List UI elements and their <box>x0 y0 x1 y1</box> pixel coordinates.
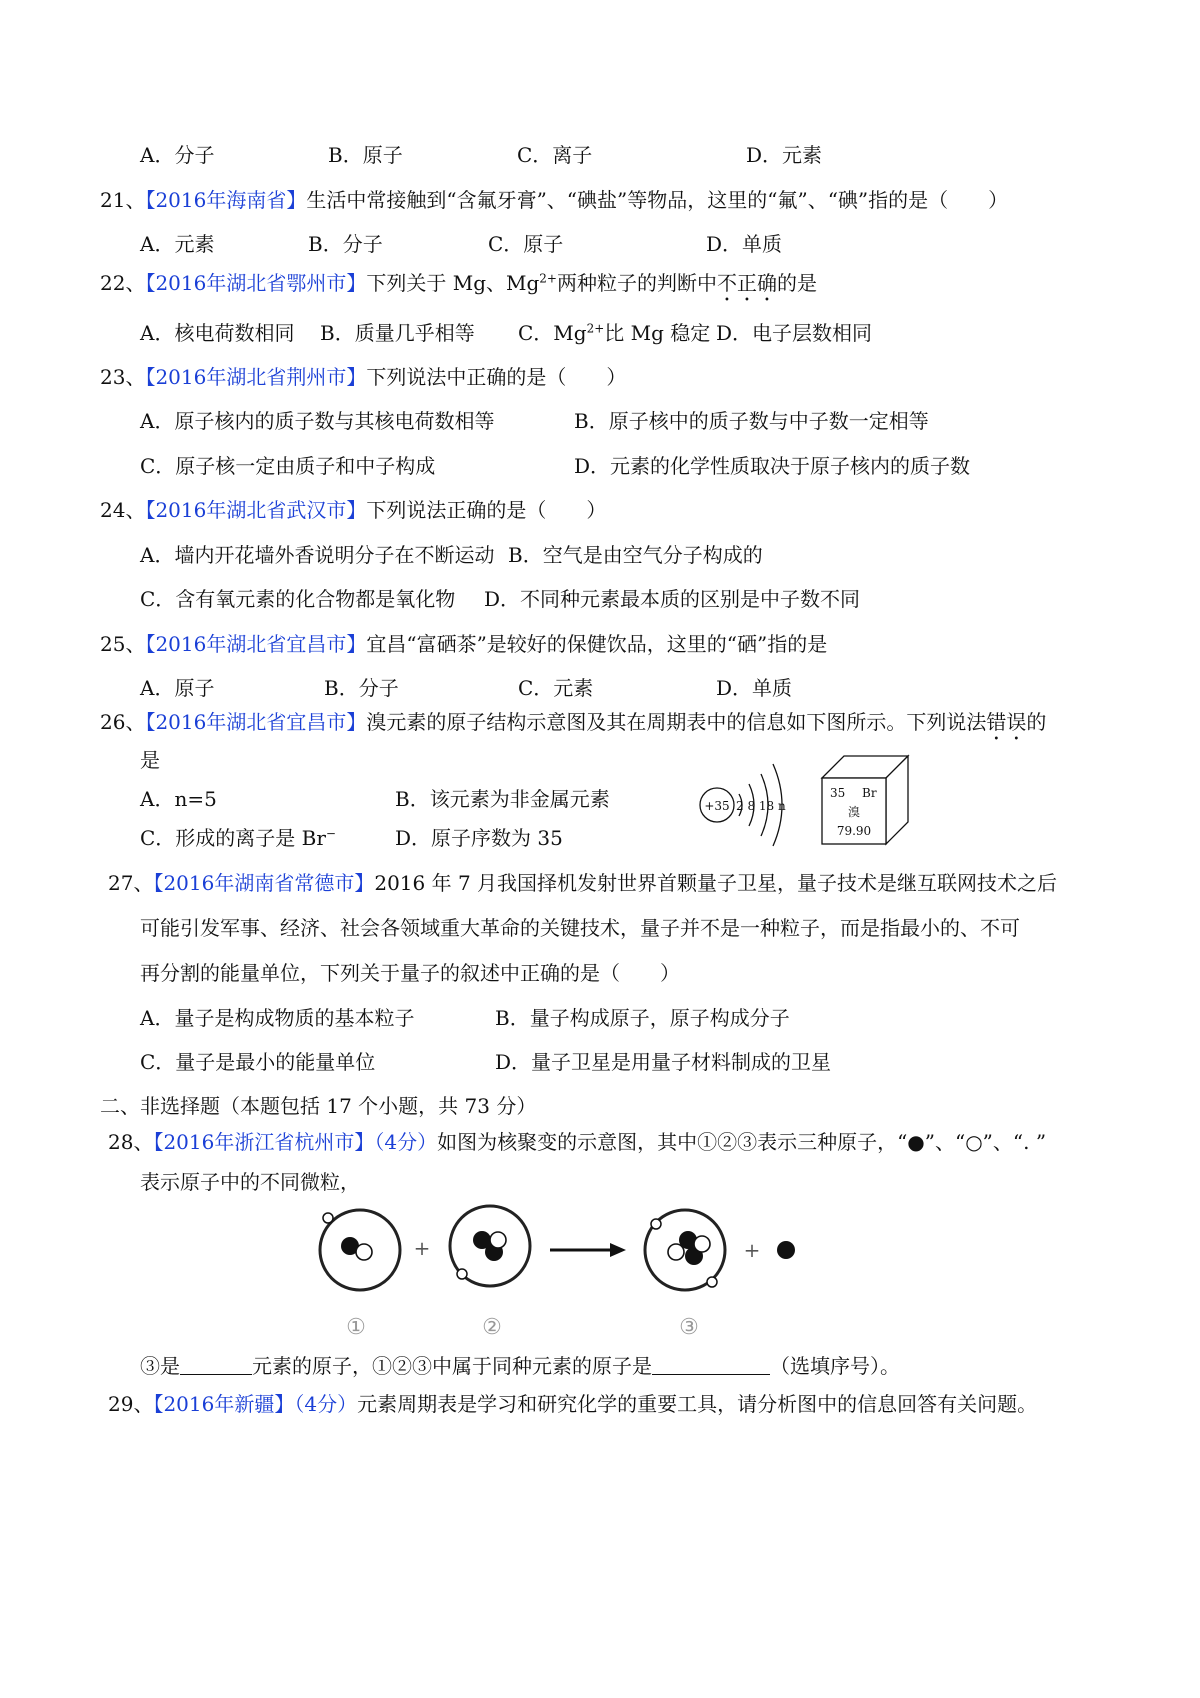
answer-suffix: （选填序号）。 <box>770 1354 900 1378</box>
question-source: 【2016年湖北省荆州市】 <box>145 365 367 389</box>
question-21 <box>100 186 1008 214</box>
question-source: 【2016年浙江省杭州市】（4分） <box>153 1130 438 1154</box>
bromine-element-card <box>818 750 918 850</box>
arrow-head <box>610 1243 626 1257</box>
superscript: 2+ <box>586 321 605 336</box>
question-stem: 下列说法正确的是（ ） <box>366 498 607 522</box>
q25-option-b: B．分子 <box>324 676 399 700</box>
q20-option-b: B．原子 <box>328 143 403 167</box>
question-source: 【2016年湖北省武汉市】 <box>145 498 367 522</box>
electron-dot <box>457 1269 467 1279</box>
question-source: 【2016年湖北省鄂州市】 <box>145 271 367 295</box>
option-c-rest: 比 Mg 稳定 <box>604 321 711 345</box>
question-stem-mid: 两种粒子的判断中 <box>556 271 717 295</box>
emphasis-text: 不正确 <box>716 271 777 295</box>
answer-blank-2[interactable] <box>652 1354 770 1375</box>
shell-electron-counts: 2 8 18 n <box>736 799 786 813</box>
question-stem: 宜昌“富硒茶”是较好的保健饮品，这里的“硒”指的是 <box>366 632 828 656</box>
q24-option-d: D．不同种元素最本质的区别是中子数不同 <box>484 587 861 611</box>
question-number: 29、 <box>108 1392 154 1416</box>
q24-option-a: A．墙内开花墙外香说明分子在不断运动 <box>140 543 495 567</box>
question-stem-post: 的是 <box>776 271 817 295</box>
q23-option-d: D．元素的化学性质取决于原子核内的质子数 <box>574 454 971 478</box>
q27-option-b: B．量子构成原子，原子构成分子 <box>495 1006 790 1030</box>
question-27 <box>108 869 1057 897</box>
electron-dot <box>323 1213 333 1223</box>
question-stem: 生活中常接触到“含氟牙膏”、“碘盐”等物品，这里的“氟”、“碘”指的是（ ） <box>306 188 1009 212</box>
atom-1 <box>320 1210 400 1290</box>
question-27-line-3: 再分割的能量单位，下列关于量子的叙述中正确的是（ ） <box>140 961 680 985</box>
question-26-line-2: 是 <box>140 748 160 772</box>
question-source: 【2016年新疆】（4分） <box>153 1392 358 1416</box>
question-source: 【2016年湖南省常德市】 <box>153 871 375 895</box>
q23-option-a: A．原子核内的质子数与其核电荷数相等 <box>140 409 495 433</box>
nucleon-light <box>356 1244 372 1260</box>
q20-option-a: A．分子 <box>140 143 215 167</box>
question-stem: 下列说法中正确的是（ ） <box>366 365 627 389</box>
q21-option-c: C．原子 <box>488 232 564 256</box>
question-stem-pre: 溴元素的原子结构示意图及其在周期表中的信息如下图所示。下列说法 <box>366 710 987 734</box>
free-neutron <box>777 1241 795 1259</box>
option-c-text: C．Mg <box>518 321 587 345</box>
question-number: 24、 <box>100 498 146 522</box>
question-number: 28、 <box>108 1130 154 1154</box>
question-25 <box>100 630 827 658</box>
q26-option-d: D．原子序数为 35 <box>395 826 563 850</box>
q21-option-a: A．元素 <box>140 232 215 256</box>
q22-option-a: A．核电荷数相同 <box>140 321 295 345</box>
nucleus-label: +35 <box>704 799 730 813</box>
q23-option-b: B．原子核中的质子数与中子数一定相等 <box>574 409 929 433</box>
question-24 <box>100 496 606 524</box>
question-stem: 元素周期表是学习和研究化学的重要工具，请分析图中的信息回答有关问题。 <box>357 1392 1038 1416</box>
question-number: 27、 <box>108 871 154 895</box>
atomic-number: 35 <box>830 786 846 800</box>
superscript: − <box>325 826 336 841</box>
q27-option-d: D．量子卫星是用量子材料制成的卫星 <box>495 1050 832 1074</box>
q26-option-a: A．n=5 <box>140 787 217 811</box>
emphasis-text: 错误 <box>986 710 1027 734</box>
label-2: ② <box>482 1315 502 1340</box>
section-2-heading: 二、非选择题（本题包括 17 个小题，共 73 分） <box>100 1094 537 1118</box>
question-22 <box>100 269 817 306</box>
q26-option-b: B．该元素为非金属元素 <box>395 787 610 811</box>
q23-option-c: C．原子核一定由质子和中子构成 <box>140 454 436 478</box>
q22-option-c <box>518 319 710 347</box>
q22-option-b: B．质量几乎相等 <box>320 321 475 345</box>
q22-option-d: D．电子层数相同 <box>716 321 873 345</box>
element-symbol: Br <box>862 786 877 800</box>
label-1: ① <box>346 1315 366 1340</box>
q27-option-c: C．量子是最小的能量单位 <box>140 1050 376 1074</box>
question-29 <box>108 1390 1037 1418</box>
q21-option-d: D．单质 <box>706 232 783 256</box>
question-number: 22、 <box>100 271 146 295</box>
question-number: 21、 <box>100 188 146 212</box>
question-stem: 如图为核聚变的示意图，其中①②③表示三种原子，“●”、“○”、“. ” <box>437 1130 1047 1154</box>
label-3: ③ <box>679 1315 699 1340</box>
q20-option-c: C．离子 <box>517 143 593 167</box>
superscript: 2+ <box>539 271 557 286</box>
question-28-answer-line <box>140 1352 900 1380</box>
q21-option-b: B．分子 <box>308 232 383 256</box>
question-number: 23、 <box>100 365 146 389</box>
element-name: 溴 <box>847 805 861 819</box>
q20-option-d: D．元素 <box>746 143 823 167</box>
plus-sign: + <box>413 1236 431 1260</box>
atom-2 <box>450 1206 530 1286</box>
atom-3 <box>645 1210 725 1290</box>
question-27-line-2: 可能引发军事、经济、社会各领域重大革命的关键技术，量子并不是一种粒子，而是指最小的、不可 <box>140 916 1020 940</box>
electron-dot <box>651 1219 661 1229</box>
answer-prefix: ③是 <box>140 1354 180 1378</box>
question-23 <box>100 363 626 391</box>
electron-dot <box>707 1277 717 1287</box>
q26-option-c <box>140 824 336 852</box>
nucleon-light <box>490 1232 506 1248</box>
q27-option-a: A．量子是构成物质的基本粒子 <box>140 1006 415 1030</box>
answer-middle: 元素的原子，①②③中属于同种元素的原子是 <box>252 1354 652 1378</box>
question-source: 【2016年海南省】 <box>145 188 307 212</box>
question-source: 【2016年湖北省宜昌市】 <box>145 710 367 734</box>
bromine-atom-diagram <box>695 760 815 850</box>
answer-blank-1[interactable] <box>180 1354 252 1375</box>
reaction-arrow <box>550 1243 626 1257</box>
question-26 <box>100 708 1046 745</box>
q24-option-b: B．空气是由空气分子构成的 <box>508 543 763 567</box>
question-stem: 2016 年 7 月我国择机发射世界首颗量子卫星，量子技术是继互联网技术之后 <box>374 871 1058 895</box>
question-source: 【2016年湖北省宜昌市】 <box>145 632 367 656</box>
q25-option-d: D．单质 <box>716 676 793 700</box>
nucleon-light <box>694 1236 710 1252</box>
question-number: 25、 <box>100 632 146 656</box>
nuclear-fusion-diagram <box>300 1200 820 1350</box>
question-28-line-2: 表示原子中的不同微粒， <box>140 1170 360 1194</box>
nucleon-light <box>668 1244 684 1260</box>
question-number: 26、 <box>100 710 146 734</box>
option-c-text: C．形成的离子是 Br <box>140 826 326 850</box>
question-28 <box>108 1128 1046 1156</box>
question-stem-pre: 下列关于 Mg、Mg <box>366 271 540 295</box>
q25-option-c: C．元素 <box>518 676 594 700</box>
plus-sign: + <box>743 1238 761 1262</box>
q24-option-c: C．含有氧元素的化合物都是氧化物 <box>140 587 456 611</box>
question-stem-post: 的 <box>1026 710 1047 734</box>
atomic-mass: 79.90 <box>836 824 872 838</box>
q25-option-a: A．原子 <box>140 676 215 700</box>
